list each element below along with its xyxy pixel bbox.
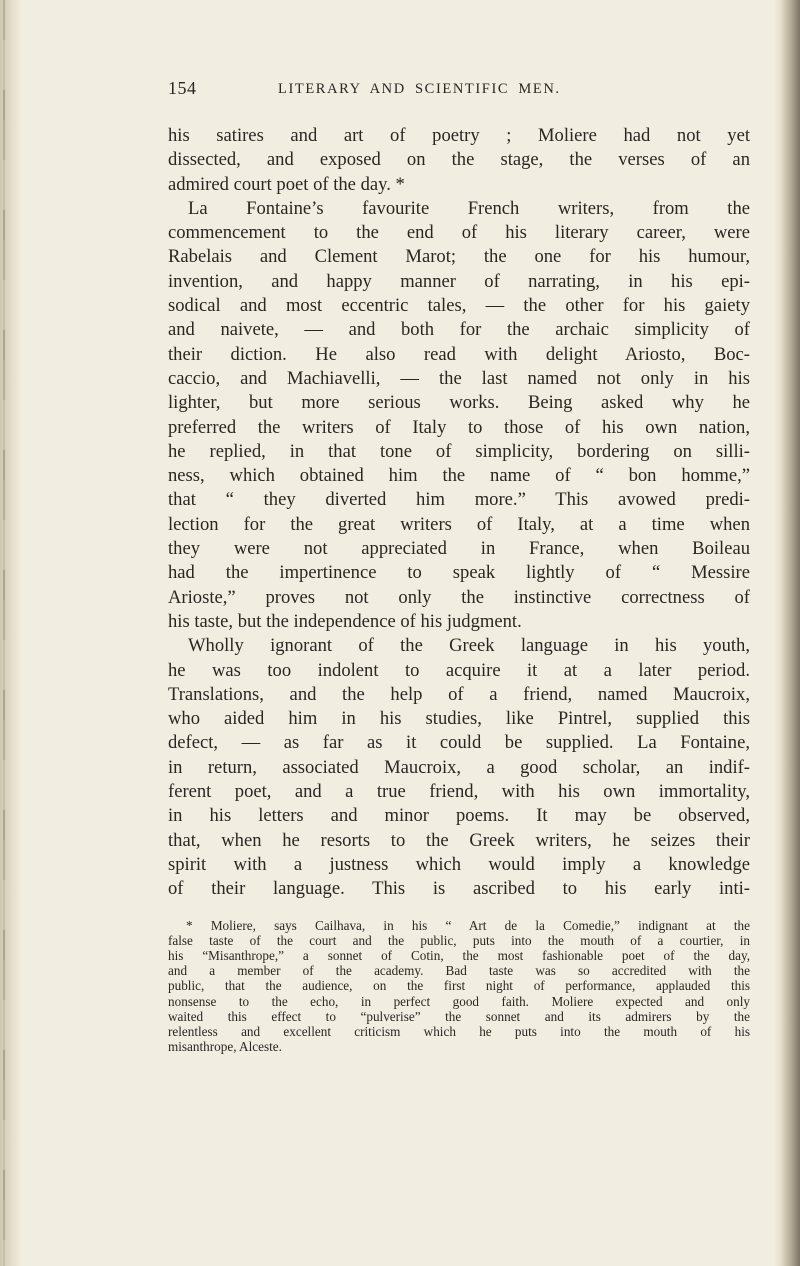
body-line: in his letters and minor poems. It may be observed, bbox=[168, 805, 750, 827]
body-line: spirit with a justness which would imply a knowledge bbox=[168, 853, 750, 875]
body-line: had the impertinence to speak lightly of “ Messire bbox=[168, 562, 750, 584]
body-line: their diction. He also read with delight Ariosto, Boc- bbox=[168, 343, 750, 365]
body-line: La Fontaine’s favourite French writers, from the bbox=[188, 197, 750, 219]
body-line: defect, — as far as it could be supplied. La Fontaine, bbox=[168, 732, 750, 754]
body-line: sodical and most eccentric tales, — the other for his gaiety bbox=[168, 295, 750, 317]
body-line: that “ they diverted him more.” This avowed predi- bbox=[168, 489, 750, 511]
body-line: admired court poet of the day. * bbox=[168, 173, 405, 195]
body-line: Rabelais and Clement Marot; the one for his humour, bbox=[168, 246, 750, 268]
body-line: Arioste,” proves not only the instinctive correctness of bbox=[168, 586, 750, 608]
page-header bbox=[168, 70, 750, 110]
footnote bbox=[168, 918, 750, 1055]
body-line: lection for the great writers of Italy, at a time when bbox=[168, 513, 750, 535]
body-line: his taste, but the independence of his judgment. bbox=[168, 610, 522, 632]
footnote-line: nonsense to the echo, in perfect good faith. Moliere expected and only bbox=[168, 993, 750, 1009]
footnote-line: * Moliere, says Cailhava, in his “ Art de la Comedie,” indignant at the bbox=[186, 917, 750, 933]
body-line: Translations, and the help of a friend, named Maucroix, bbox=[168, 683, 750, 705]
left-edge-shading bbox=[3, 0, 5, 1266]
body-line: invention, and happy manner of narrating, in his epi- bbox=[168, 270, 750, 292]
body-line: they were not appreciated in France, when Boileau bbox=[168, 538, 750, 560]
footnote-line: relentless and excellent criticism which he puts into the mouth of his bbox=[168, 1023, 750, 1039]
book-page bbox=[168, 70, 750, 1054]
footnote-line: his “Misanthrope,” a sonnet of Cotin, the most fashionable poet of the day, bbox=[168, 947, 750, 963]
body-line: and naivete, — and both for the archaic simplicity of bbox=[168, 319, 750, 341]
body-line: that, when he resorts to the Greek writers, he seizes their bbox=[168, 829, 750, 851]
right-binding-shadow bbox=[774, 0, 800, 1266]
footnote-line: false taste of the court and the public, puts into the mouth of a courtier, in bbox=[168, 932, 750, 948]
body-line: Wholly ignorant of the Greek language in his youth, bbox=[188, 635, 750, 657]
body-text bbox=[168, 124, 750, 902]
body-line: of their language. This is ascribed to his early inti- bbox=[168, 878, 750, 900]
footnote-line: public, that the audience, on the first night of performance, applauded this bbox=[168, 978, 750, 994]
left-page-edge bbox=[0, 0, 22, 1266]
body-line: in return, associated Maucroix, a good scholar, an indif- bbox=[168, 756, 750, 778]
page-number: 154 bbox=[168, 78, 197, 98]
body-line: dissected, and exposed on the stage, the verses of an bbox=[168, 149, 750, 171]
body-line: preferred the writers of Italy to those of his own nation, bbox=[168, 416, 750, 438]
body-line: ferent poet, and a true friend, with his own immortality, bbox=[168, 781, 750, 803]
running-title: LITERARY AND SCIENTIFIC MEN. bbox=[278, 81, 561, 97]
body-line: lighter, but more serious works. Being asked why he bbox=[168, 392, 750, 414]
body-line: commencement to the end of his literary career, were bbox=[168, 222, 750, 244]
body-line: ness, which obtained him the name of “ bon homme,” bbox=[168, 465, 750, 487]
body-line: caccio, and Machiavelli, — the last named not only in his bbox=[168, 367, 750, 389]
footnote-line: misanthrope, Alceste. bbox=[168, 1039, 282, 1055]
footnote-line: waited this effect to “pulverise” the sonnet and its admirers by the bbox=[168, 1008, 750, 1024]
body-line: he replied, in that tone of simplicity, bordering on silli- bbox=[168, 440, 750, 462]
body-line: who aided him in his studies, like Pintrel, supplied this bbox=[168, 708, 750, 730]
footnote-line: and a member of the academy. Bad taste was so accredited with the bbox=[168, 963, 750, 979]
body-line: his satires and art of poetry ; Moliere had not yet bbox=[168, 125, 750, 146]
body-line: he was too indolent to acquire it at a later period. bbox=[168, 659, 750, 681]
